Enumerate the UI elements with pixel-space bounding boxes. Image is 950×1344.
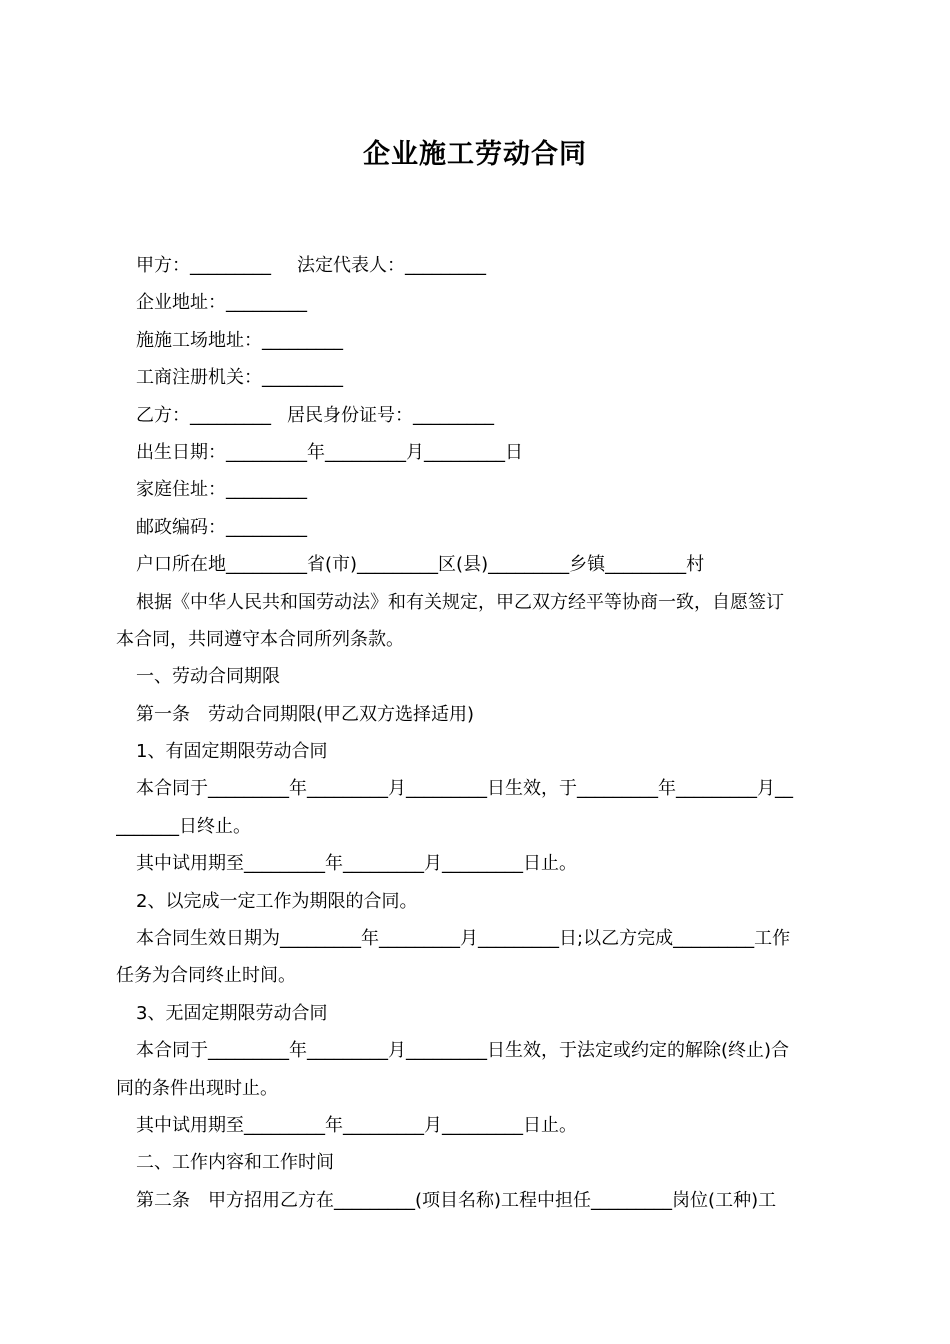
document-line xyxy=(116,1182,836,1219)
document-line xyxy=(116,621,836,658)
line-text: 本合同，共同遵守本合同所列条款。 xyxy=(116,628,404,650)
line-text: 任务为合同终止时间。 xyxy=(116,965,296,987)
line-text: 第一条 劳动合同期限(甲乙双方选择适用) xyxy=(136,703,475,725)
line-text: _______日终止。 xyxy=(116,815,251,837)
document-body xyxy=(116,247,836,1219)
document-line xyxy=(116,397,836,434)
line-text-second: 居民身份证号：_________ xyxy=(287,404,494,426)
document-line xyxy=(116,359,836,396)
document-line xyxy=(116,920,836,957)
line-text: 企业地址：_________ xyxy=(136,292,307,314)
line-text: 乙方：_________ xyxy=(136,404,271,426)
line-text: 邮政编码：_________ xyxy=(136,516,307,538)
document-line xyxy=(116,808,836,845)
document-line xyxy=(116,471,836,508)
document-line xyxy=(116,1070,836,1107)
line-text: 本合同生效日期为_________年_________月_________日;以乙方完成_________工作 xyxy=(136,928,791,950)
document-line xyxy=(116,434,836,471)
document-line xyxy=(116,546,836,583)
line-text: 2、以完成一定工作为期限的合同。 xyxy=(136,890,418,912)
line-text: 出生日期：_________年_________月_________日 xyxy=(136,441,523,463)
line-text: 家庭住址：_________ xyxy=(136,479,307,501)
line-text: 本合同于_________年_________月_________日生效，于法定或约定的解除(终止)合 xyxy=(136,1040,790,1062)
line-text: 其中试用期至_________年_________月_________日止。 xyxy=(136,853,577,875)
document-line xyxy=(116,1107,836,1144)
line-text: 本合同于_________年_________月_________日生效，于_________年_________月__ xyxy=(136,778,793,800)
document-line xyxy=(116,1144,836,1181)
document-line xyxy=(116,584,836,621)
document-line xyxy=(116,883,836,920)
line-text: 3、无固定期限劳动合同 xyxy=(136,1002,328,1024)
document-line xyxy=(116,733,836,770)
document-line xyxy=(116,322,836,359)
line-text: 甲方：_________ xyxy=(136,255,271,276)
line-text: 施施工场地址：_________ xyxy=(136,329,343,351)
document-line xyxy=(116,770,836,807)
document-line xyxy=(116,1032,836,1069)
line-text: 同的条件出现时止。 xyxy=(116,1077,278,1099)
line-text: 其中试用期至_________年_________月_________日止。 xyxy=(136,1114,577,1136)
document-line xyxy=(116,284,836,321)
line-text: 根据《中华人民共和国劳动法》和有关规定，甲乙双方经平等协商一致，自愿签订 xyxy=(136,591,784,613)
document-title: 企业施工劳动合同 xyxy=(363,139,587,170)
line-text: 第二条 甲方招用乙方在_________(项目名称)工程中担任_________岗位(工种)工 xyxy=(136,1189,777,1211)
document-line xyxy=(116,247,836,284)
document-line xyxy=(116,845,836,882)
line-text: 户口所在地_________省(市)_________区(县)_________乡镇_________村 xyxy=(136,554,705,576)
document-line xyxy=(116,658,836,695)
line-text: 工商注册机关：_________ xyxy=(136,367,343,389)
document-line xyxy=(116,509,836,546)
line-text: 一、劳动合同期限 xyxy=(136,666,280,688)
line-text-second: 法定代表人：_________ xyxy=(297,255,486,276)
document-line xyxy=(116,995,836,1032)
document-line xyxy=(116,696,836,733)
line-text: 二、工作内容和工作时间 xyxy=(136,1152,334,1174)
document-line xyxy=(116,957,836,994)
line-text: 1、有固定期限劳动合同 xyxy=(136,741,328,763)
